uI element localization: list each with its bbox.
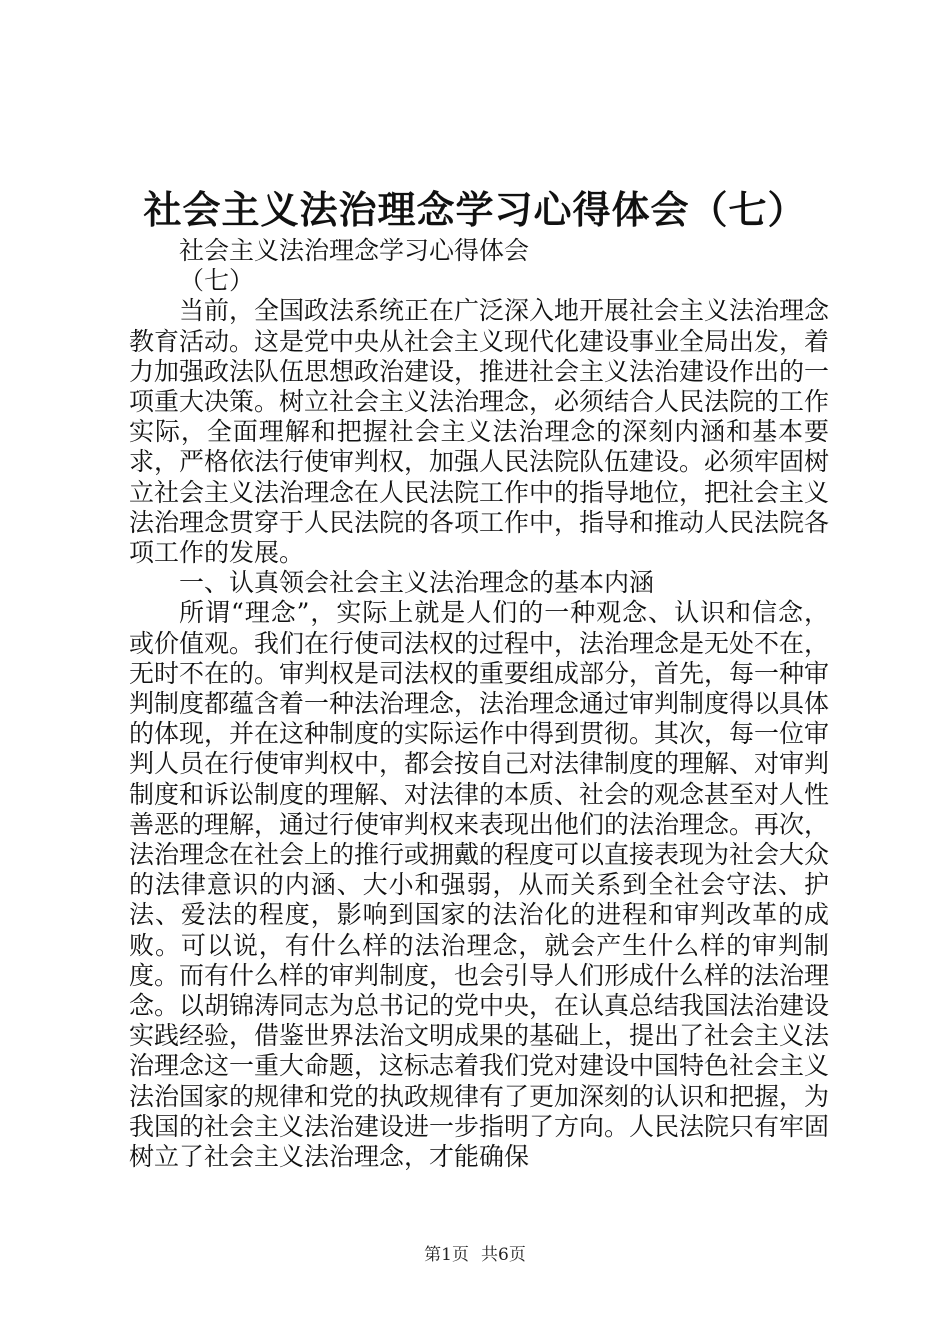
page-footer bbox=[0, 1244, 950, 1266]
page-number: 第1页 bbox=[424, 1245, 469, 1265]
document-body bbox=[129, 236, 829, 1172]
page-total: 共6页 bbox=[481, 1245, 526, 1265]
subtitle-line: 社会主义法治理念学习心得体会 bbox=[179, 236, 530, 265]
paragraph-intro: 当前，全国政法系统正在广泛深入地开展社会主义法治理念教育活动。这是党中央从社会主义现代化建设事业全局出发，着力加强政法队伍思想政治建设，推进社会主义法治建设作出的一项重大决策。树立社会主义法治理念，必须结合人民法院的工作实际，全面理解和把握社会主义法治理念的深刻内涵和基本要求，严格依法行使审判权，加强人民法院队伍建设。必须牢固树立社会主义法治理念在人民法院工作中的指导地位，把社会主义法治理念贯穿于人民法院的各项工作中，指导和推动人民法院各项工作的发展。 bbox=[129, 296, 830, 568]
subtitle-number: （七） bbox=[179, 266, 255, 296]
paragraph-concept: 所谓“理念”，实际上就是人们的一种观念、认识和信念，或价值观。我们在行使司法权的过程中，法治理念是无处不在，无时不在的。审判权是司法权的重要组成部分，首先，每一种审判制度都蕴含着一种法治理念，法治理念通过审判制度得以具体的体现，并在这种制度的实际运作中得到贯彻。其次，每一位审判人员在行使审判权中，都会按自己对法律制度的理解、对审判制度和诉讼制度的理解、对法律的本质、社会的观念甚至对人性善恶的理解，通过行使审判权来表现出他们的法治理念。再次，法治理念在社会上的推行或拥戴的程度可以直接表现为社会大众的法律意识的内涵、大小和强弱，从而关系到全社会守法、护法、爱法的程度，影响到国家的法治化的进程和审判改革的成败。可以说，有什么样的法治理念，就会产生什么样的审判制度。而有什么样的审判制度，也会引导人们形成什么样的法治理念。以胡锦涛同志为总书记的党中央，在认真总结我国法治建设实践经验，借鉴世界法治文明成果的基础上，提出了社会主义法治理念这一重大命题，这标志着我们党对建设中国特色社会主义法治国家的规律和党的执政规律有了更加深刻的认识和把握，为我国的社会主义法治建设进一步指明了方向。人民法院只有牢固树立了社会主义法治理念，才能确保 bbox=[129, 598, 830, 1172]
document-title: 社会主义法治理念学习心得体会（七） bbox=[143, 187, 807, 232]
section-heading: 一、认真领会社会主义法治理念的基本内涵 bbox=[179, 568, 655, 598]
